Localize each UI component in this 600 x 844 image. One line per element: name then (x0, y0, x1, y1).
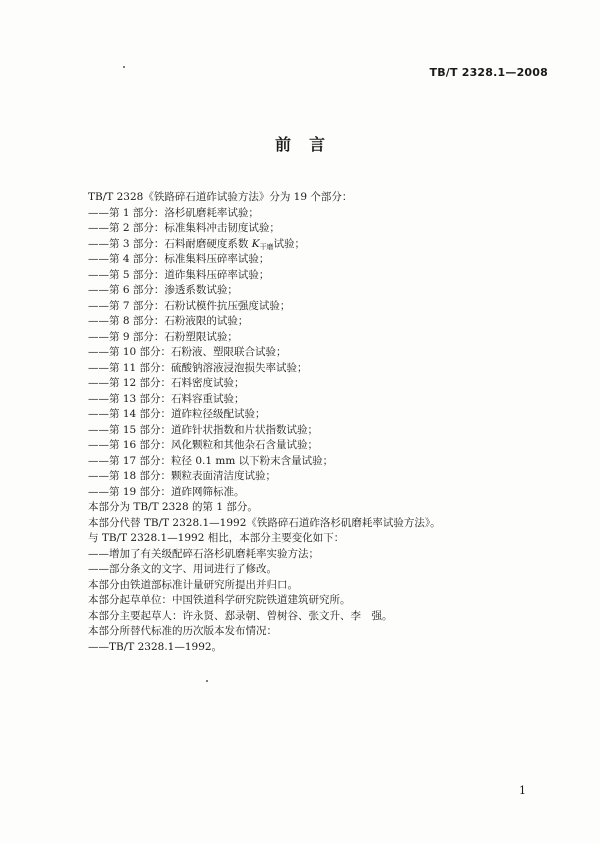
change-item: ——增加了有关级配碎石洛杉矶磨耗率实验方法； (88, 547, 319, 560)
intro-line: TB/T 2328《铁路碎石道砟试验方法》分为 19 个部分： (88, 191, 353, 203)
part-item: ——第 14 部分：道砟粒径级配试验； (88, 408, 266, 420)
paragraph: 本部分主要起草人：许永贤、郄录朝、曾树谷、张文升、李 强。 (88, 609, 393, 622)
part-item: ——第 10 部分：石粉液、塑限联合试验； (88, 346, 287, 358)
part-item: ——第 2 部分：标准集料冲击韧度试验； (88, 222, 280, 234)
k-symbol: K (251, 237, 260, 250)
part-item: ——第 5 部分：道砟集料压碎率试验； (88, 268, 270, 281)
part-item: ——第 12 部分：石料密度试验； (88, 377, 245, 389)
paragraph: 与 TB/T 2328.1—1992 相比，本部分主要变化如下： (88, 532, 345, 544)
part-item: ——第 11 部分：硫酸钠溶液浸泡损失率试验； (88, 361, 308, 374)
part-item: ——第 9 部分：石粉塑限试验； (88, 330, 238, 343)
paragraph: 本部分由铁道部标准计量研究所提出并归口。 (88, 578, 298, 591)
k-subscript: 干磨 (259, 242, 274, 251)
standard-number: TB/T 2328.1—2008 (429, 66, 548, 79)
part-item: ——第 17 部分：粒径 0.1 mm 以下粉末含量试验； (88, 454, 334, 467)
scan-speck (206, 680, 208, 682)
part-item: ——第 4 部分：标准集料压碎率试验； (88, 253, 270, 265)
history-item: ——TB/T 2328.1—1992。 (88, 640, 223, 653)
part-item: ——第 18 部分：颗粒表面清洁度试验； (88, 470, 277, 482)
preface-body (88, 190, 548, 655)
page-number: 1 (519, 784, 526, 797)
part-3-suffix: 试验； (273, 237, 306, 250)
part-item: ——第 15 部分：道砟针状指数和片状指数试验； (88, 423, 319, 436)
part-item: ——第 7 部分：石粉试模件抗压强度试验； (88, 299, 291, 312)
paragraph: 本部分所替代标准的历次版本发布情况： (88, 625, 277, 637)
part-item: ——第 16 部分：风化颗粒和其他杂石含量试验； (88, 439, 319, 451)
part-item: ——第 6 部分：渗透系数试验； (88, 284, 238, 296)
change-item: ——部分条文的文字、用词进行了修改。 (88, 563, 277, 575)
part-item: ——第 8 部分：石粉液限的试验； (88, 315, 249, 327)
part-3-prefix: ——第 3 部分：石料耐磨硬度系数 (88, 237, 252, 250)
part-item: ——第 1 部分：洛杉矶磨耗率试验； (88, 206, 259, 219)
paragraph: 本部分起草单位：中国铁道科学研究院铁道建筑研究所。 (88, 594, 351, 606)
part-item: ——第 13 部分：石料容重试验； (88, 392, 245, 405)
paragraph: 本部分为 TB/T 2328 的第 1 部分。 (88, 501, 258, 513)
scan-speck (123, 66, 125, 68)
page-title: 前言 (274, 135, 343, 154)
paragraph: 本部分代替 TB/T 2328.1—1992《铁路碎石道砟洛杉矶磨耗率试验方法》。 (88, 516, 441, 529)
part-item: ——第 19 部分：道砟网筛标准。 (88, 485, 245, 498)
part-item-3 (88, 237, 548, 253)
